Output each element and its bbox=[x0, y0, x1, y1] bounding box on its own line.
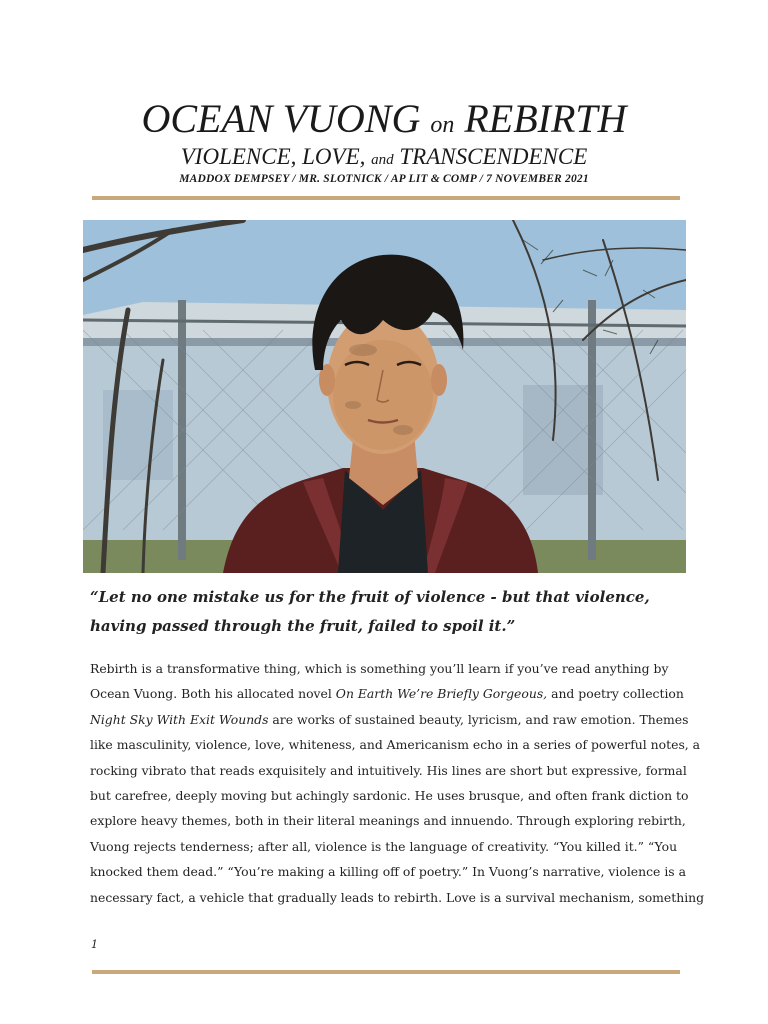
poetry-collection-title: Night Sky With Exit Wounds bbox=[90, 711, 269, 727]
title-part-1: OCEAN VUONG bbox=[141, 96, 431, 141]
body-line: Rebirth is a transformative thing, which is something you’ll learn if you’ve read anything by bbox=[90, 661, 669, 676]
title-connector: on bbox=[430, 112, 455, 138]
body-line: explore heavy themes, both in their literal meanings and innuendo. Through exploring rebirth, bbox=[90, 813, 686, 829]
body-text-run: Ocean Vuong. Both his allocated novel bbox=[90, 686, 336, 702]
body-line bbox=[90, 707, 689, 732]
subtitle-connector: and bbox=[371, 152, 394, 168]
body-line: rocking vibrato that reads exquisitely and intuitively. His lines are short but expressive, formal bbox=[90, 762, 687, 778]
novel-title: On Earth We’re Briefly Gorgeous, bbox=[335, 686, 548, 702]
body-line: but carefree, deeply moving but achingly sardonic. He uses brusque, and often frank diction to bbox=[90, 787, 689, 803]
body-text-run: are works of sustained beauty, lyricism, and raw emotion. Themes bbox=[268, 711, 689, 727]
document-subtitle bbox=[0, 143, 768, 174]
byline: MADDOX DEMPSEY / MR. SLOTNICK / AP LIT & COMP / 7 NOVEMBER 2021 bbox=[179, 173, 589, 185]
top-divider bbox=[92, 196, 680, 200]
body-text-run: and poetry collection bbox=[547, 686, 684, 702]
body-line: Vuong rejects tenderness; after all, violence is the language of creativity. “You killed it.” “You bbox=[90, 838, 678, 854]
body-paragraph bbox=[90, 656, 705, 910]
body-line bbox=[90, 681, 682, 706]
page-number: 1 bbox=[91, 938, 98, 951]
pull-quote bbox=[90, 583, 680, 641]
body-line: like masculinity, violence, love, whiteness, and Americanism echo in a series of powerful notes, a bbox=[90, 737, 701, 753]
subtitle-part-1: VIOLENCE, LOVE, bbox=[180, 144, 372, 169]
title-part-2: REBIRTH bbox=[454, 96, 627, 141]
body-line: knocked them dead.” “You’re making a killing off of poetry.” In Vuong’s narrative, violence is a bbox=[90, 864, 686, 880]
body-line: necessary fact, a vehicle that gradually leads to rebirth. Love is a survival mechanism, something bbox=[90, 889, 705, 905]
subtitle-part-2: TRANSCENDENCE bbox=[393, 144, 588, 169]
pull-quote-line-2: having passed through the fruit, failed to spoil it.” bbox=[90, 617, 516, 635]
author-photo bbox=[83, 220, 686, 573]
bottom-divider bbox=[92, 970, 680, 974]
document-title bbox=[0, 96, 768, 148]
pull-quote-line-1: “Let no one mistake us for the fruit of violence - but that violence, bbox=[90, 588, 650, 606]
